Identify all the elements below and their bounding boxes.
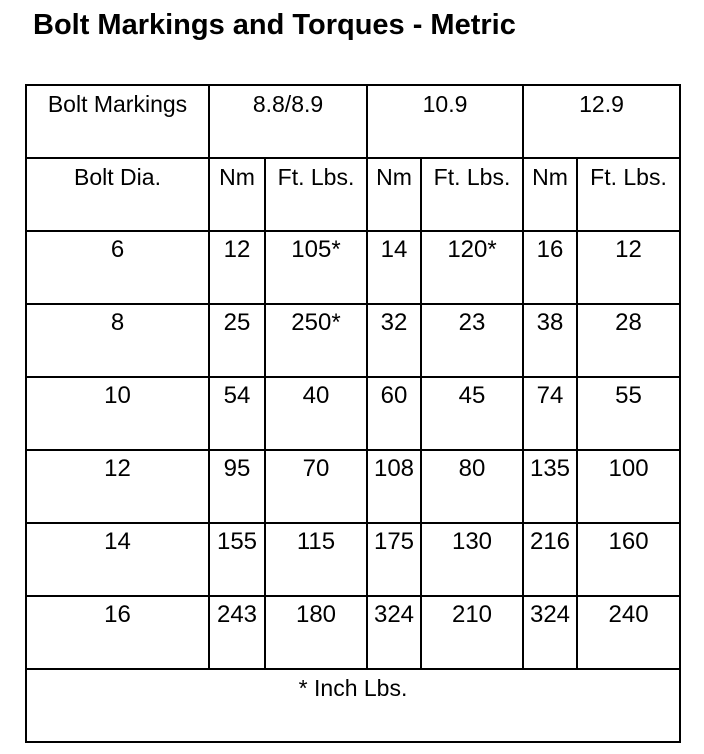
torque-cell: 95: [209, 450, 265, 523]
torque-cell: 25: [209, 304, 265, 377]
torque-cell: 12: [209, 231, 265, 304]
torque-cell: 80: [421, 450, 523, 523]
grade-header-10-9: 10.9: [367, 85, 523, 158]
torque-cell: 135: [523, 450, 577, 523]
torque-table: [25, 84, 681, 743]
torque-cell: 108: [367, 450, 421, 523]
torque-cell: 100: [577, 450, 680, 523]
page-title: Bolt Markings and Torques - Metric: [33, 9, 516, 41]
torque-cell: 130: [421, 523, 523, 596]
torque-cell: 160: [577, 523, 680, 596]
torque-cell: 45: [421, 377, 523, 450]
footnote-row: [26, 669, 680, 742]
unit-header-nm: Nm: [209, 158, 265, 231]
torque-cell: 105*: [265, 231, 367, 304]
torque-cell: 40: [265, 377, 367, 450]
bolt-dia-cell: 14: [26, 523, 209, 596]
grade-header-12-9: 12.9: [523, 85, 680, 158]
grade-header-8-8: 8.8/8.9: [209, 85, 367, 158]
bolt-dia-cell: 10: [26, 377, 209, 450]
table-row: [26, 596, 680, 669]
footnote-inch-lbs: * Inch Lbs.: [26, 669, 680, 742]
torque-cell: 120*: [421, 231, 523, 304]
torque-cell: 216: [523, 523, 577, 596]
torque-cell: 12: [577, 231, 680, 304]
bolt-dia-cell: 12: [26, 450, 209, 523]
torque-cell: 324: [523, 596, 577, 669]
unit-header-nm: Nm: [523, 158, 577, 231]
torque-cell: 70: [265, 450, 367, 523]
torque-cell: 243: [209, 596, 265, 669]
torque-cell: 14: [367, 231, 421, 304]
torque-cell: 250*: [265, 304, 367, 377]
torque-cell: 16: [523, 231, 577, 304]
torque-cell: 55: [577, 377, 680, 450]
torque-cell: 240: [577, 596, 680, 669]
bolt-dia-cell: 16: [26, 596, 209, 669]
torque-cell: 180: [265, 596, 367, 669]
bolt-dia-cell: 8: [26, 304, 209, 377]
unit-header-ft-lbs: Ft. Lbs.: [265, 158, 367, 231]
bolt-dia-cell: 6: [26, 231, 209, 304]
torque-cell: 23: [421, 304, 523, 377]
torque-cell: 54: [209, 377, 265, 450]
table-row: [26, 450, 680, 523]
unit-header-ft-lbs: Ft. Lbs.: [421, 158, 523, 231]
table-row: [26, 377, 680, 450]
torque-cell: 324: [367, 596, 421, 669]
torque-cell: 74: [523, 377, 577, 450]
unit-header-ft-lbs: Ft. Lbs.: [577, 158, 680, 231]
torque-cell: 175: [367, 523, 421, 596]
grade-header-row: [26, 85, 680, 158]
table-row: [26, 523, 680, 596]
unit-header-nm: Nm: [367, 158, 421, 231]
torque-cell: 38: [523, 304, 577, 377]
table-row: [26, 231, 680, 304]
bolt-dia-label: Bolt Dia.: [26, 158, 209, 231]
torque-cell: 32: [367, 304, 421, 377]
unit-header-row: [26, 158, 680, 231]
torque-cell: 28: [577, 304, 680, 377]
torque-table-body: [26, 85, 680, 742]
table-row: [26, 304, 680, 377]
torque-cell: 115: [265, 523, 367, 596]
torque-cell: 155: [209, 523, 265, 596]
torque-cell: 60: [367, 377, 421, 450]
torque-cell: 210: [421, 596, 523, 669]
bolt-markings-label: Bolt Markings: [26, 85, 209, 158]
